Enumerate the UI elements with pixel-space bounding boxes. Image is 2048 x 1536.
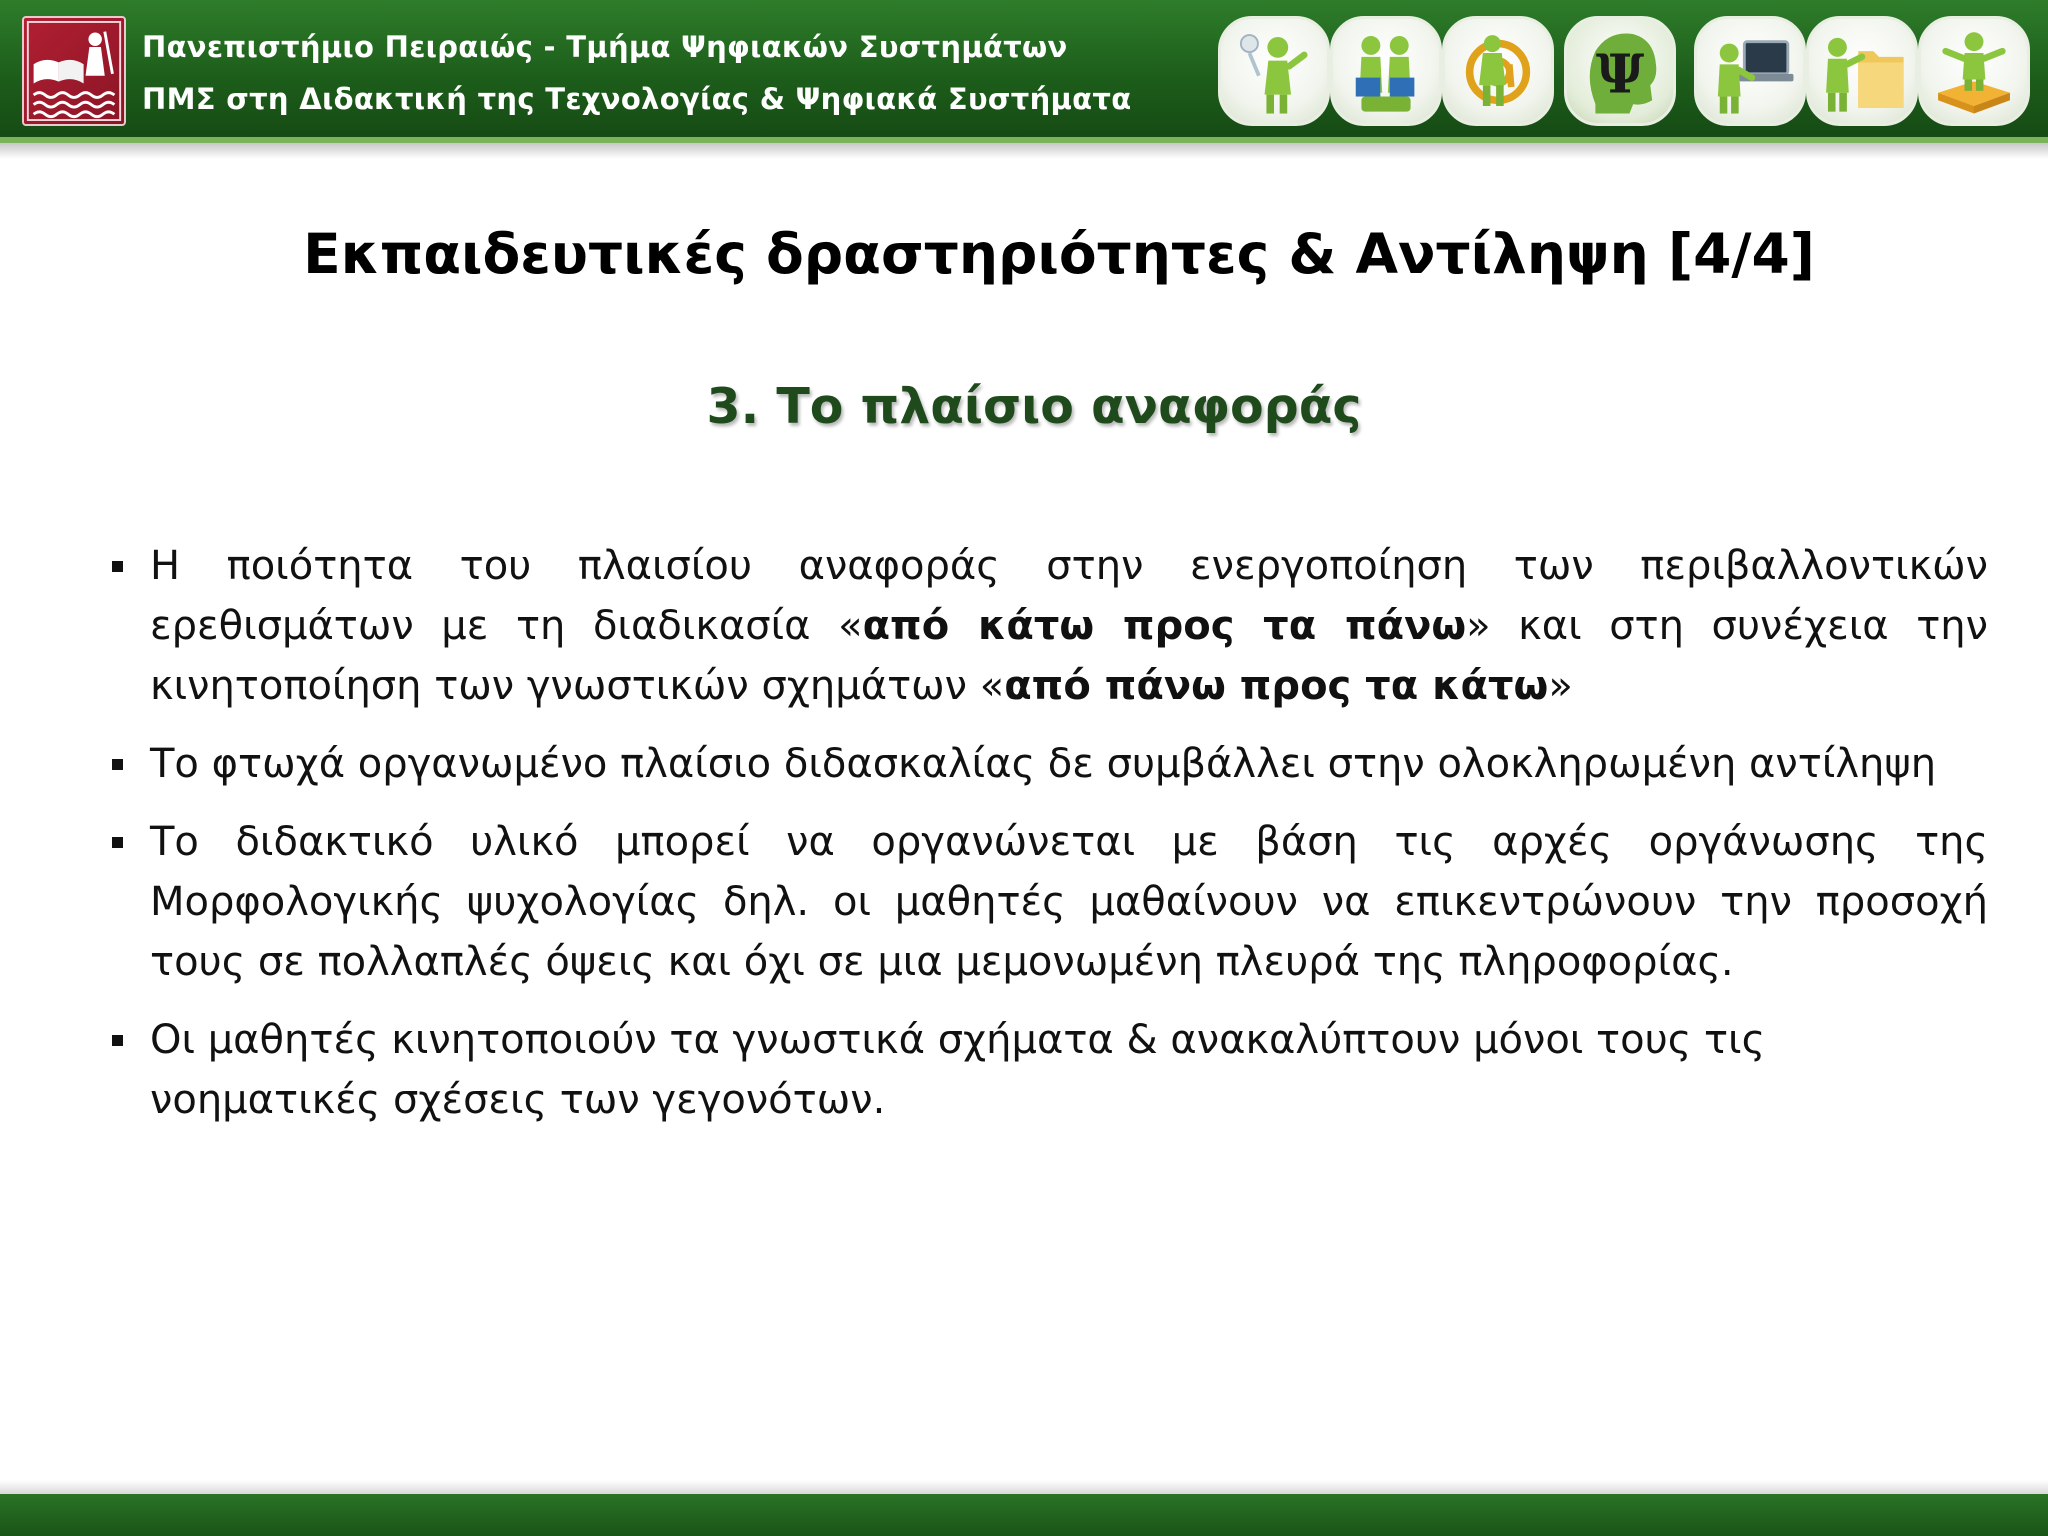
figures-with-book-icon bbox=[1330, 16, 1442, 126]
header-program-line: ΠΜΣ στη Διδακτική της Τεχνολογίας & Ψηφιακά Συστήματα bbox=[142, 82, 1132, 116]
bullet-item bbox=[110, 812, 1988, 992]
bullet-square-icon bbox=[112, 837, 123, 848]
bullet-text: Το φτωχά οργανωμένο πλαίσιο διδασκαλίας δε συμβάλλει στην ολοκληρωμένη αντίληψη bbox=[150, 741, 1937, 787]
figure-with-folder-icon bbox=[1806, 16, 1918, 126]
bullet-square-icon bbox=[112, 1035, 123, 1046]
psi-letter: Ψ bbox=[1595, 43, 1645, 106]
bullet-text: Η ποιότητα του πλαισίου αναφοράς στην ενεργοποίηση των περιβαλλοντικών ερεθισμάτων με τη διαδικασία « bbox=[150, 543, 1988, 649]
header-banner bbox=[0, 0, 2048, 143]
bullet-text: Το διδακτικό υλικό μπορεί να οργανώνεται με βάση τις αρχές οργάνωσης της Μορφολογικής ψυχολογίας δηλ. οι μαθητές μαθαίνουν να επικεντρώνουν την προσοχή τους σε πολλαπλές όψεις και όχι σε μια μεμονωμένη πλευρά της πληροφορίας. bbox=[150, 819, 1988, 985]
psi-head-icon bbox=[1564, 16, 1676, 126]
bullet-emphasis: από πάνω προς τα κάτω bbox=[1004, 663, 1549, 709]
bullet-item bbox=[110, 1010, 1988, 1130]
slide-subtitle: 3. Το πλαίσιο αναφοράς bbox=[706, 378, 1362, 435]
bullet-emphasis: από κάτω προς τα πάνω bbox=[862, 603, 1467, 649]
bullet-item bbox=[110, 536, 1988, 716]
figure-on-puzzle-icon bbox=[1918, 16, 2030, 126]
header-university-line: Πανεπιστήμιο Πειραιώς - Τμήμα Ψηφιακών Συστημάτων bbox=[142, 30, 1068, 64]
bullet-item bbox=[110, 734, 1988, 794]
header-icon-strip bbox=[1216, 12, 2036, 130]
figure-with-laptop-icon bbox=[1694, 16, 1806, 126]
bullet-square-icon bbox=[112, 759, 123, 770]
university-logo-icon bbox=[22, 16, 126, 126]
footer-banner bbox=[0, 1494, 2048, 1536]
bullet-square-icon bbox=[112, 561, 123, 572]
figures-with-light-icon bbox=[1218, 16, 1330, 126]
slide-title: Εκπαιδευτικές δραστηριότητες & Αντίληψη [4/4] bbox=[303, 222, 1815, 286]
bullet-list bbox=[110, 536, 1988, 1148]
email-at-icon bbox=[1442, 16, 1554, 126]
bullet-text: Οι μαθητές κινητοποιούν τα γνωστικά σχήματα & ανακαλύπτουν μόνοι τους τις νοηματικές σχέσεις των γεγονότων. bbox=[150, 1017, 1766, 1123]
bullet-text: » bbox=[1548, 663, 1573, 709]
bullet-text: » και στη συνέχεια την κινητοποίηση των γνωστικών σχημάτων « bbox=[150, 603, 1988, 709]
